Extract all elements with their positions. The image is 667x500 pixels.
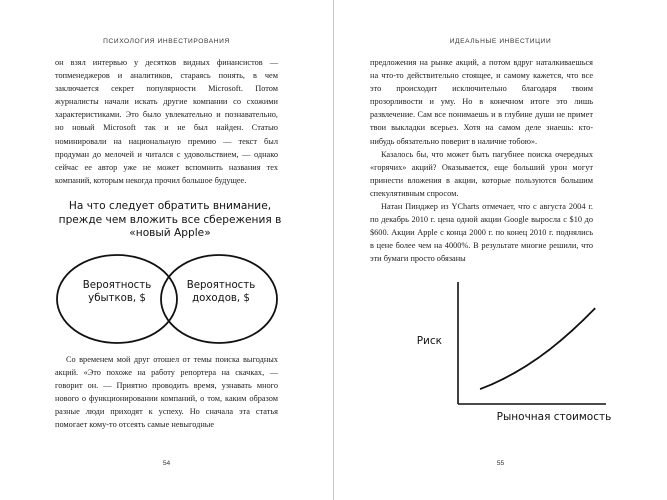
left-paragraph-2: Со временем мой друг отошел от темы поиска выгодных акций. «Это похоже на работу репортера на скачках, — говорит он. — Приятно проводить время, узнавать много нового о функционировании компаний, о том, каким образом разные люди приходят к успеху. Но сначала эта статья помогает кому-то отсеять самые невыгодные [55,355,278,430]
chart-point-2 [503,378,505,380]
chart-point-6 [548,349,550,351]
chart-data-points [480,308,596,390]
chart-point-3 [514,372,516,374]
chart-point-10 [594,308,596,310]
right-paragraph-3: Натан Пинджер из YCharts отмечает, что с августа 2004 г. по декабрь 2010 г. цена одной акции Google выросла с $10 до $600. Акции Apple с конца 2000 г. по конец 2010 г. поднялись в цене более чем на 4000%. В результате многие решили, что эти бумаги просто обязаны [370,202,593,264]
chart-series-line [481,309,595,389]
right-text [370,56,593,266]
right-page-number: 55 [496,460,505,467]
gains-bubble-label: Вероятность доходов, $ [186,280,256,305]
risk-value-chart [334,280,667,440]
left-paragraph-1: он взял интервью у десятков видных финансистов — топменеджеров и аналитиков, стараясь понять, в чем заключается секрет популярности Microsoft. Потом журналисты начали искать другие компании со схожими характеристиками. Это было увлекательно и познавательно, но новый Microsoft так и не был найден. Статью номинировали на национальную премию — текст был продуман до мелочей и читался с удовольствием, — однако сейчас ее автор уже не может вспомнить названия тех компаний, которым некогда прочил большое будущее. [55,58,278,185]
left-page-number: 54 [162,460,171,467]
chart-point-0 [480,388,482,390]
right-paragraph-2: Казалось бы, что может быть пагубнее поиска очередных «горячих» акций? Оказывается, еще больший урон могут принести вложения в акции, которые пользуются большим спекулятивным спросом. [370,149,593,198]
chart-point-7 [560,340,562,342]
chart-point-9 [582,319,584,321]
right-page [334,0,667,500]
left-text-top [55,56,278,187]
chart-point-8 [571,330,573,332]
left-text-bottom [55,353,278,432]
callout-title: На что следует обратить внимание, прежде чем вложить все сбережения в «новый Apple» [58,200,282,239]
chart-y-label: Риск [416,335,442,347]
right-paragraph-1: предложения на рынке акций, а потом вдруг наталкиваешься на что-то действительно стоящее, и самому кажется, что все это происходит исключительно благодаря твоим прозорливости и уму. Но в конечном итоге это лишь развлечение. Сам все понимаешь и в глубине души не примет твои выкладки всерьез. Хотя на самом деле знаешь: кто-нибудь обязательно поверит в наличие тобою». [370,58,593,146]
chart-point-4 [525,365,527,367]
right-running-head: ИДЕАЛЬНЫЕ ИНВЕСТИЦИИ [449,38,552,45]
losses-bubble-label: Вероятность убытков, $ [82,280,152,305]
chart-point-5 [537,357,539,359]
left-page [0,0,333,500]
callout-bubbles [55,252,285,362]
left-running-head: ПСИХОЛОГИЯ ИНВЕСТИРОВАНИЯ [103,38,230,45]
chart-point-1 [491,383,493,385]
chart-x-label: Рыночная стоимость [496,411,612,423]
